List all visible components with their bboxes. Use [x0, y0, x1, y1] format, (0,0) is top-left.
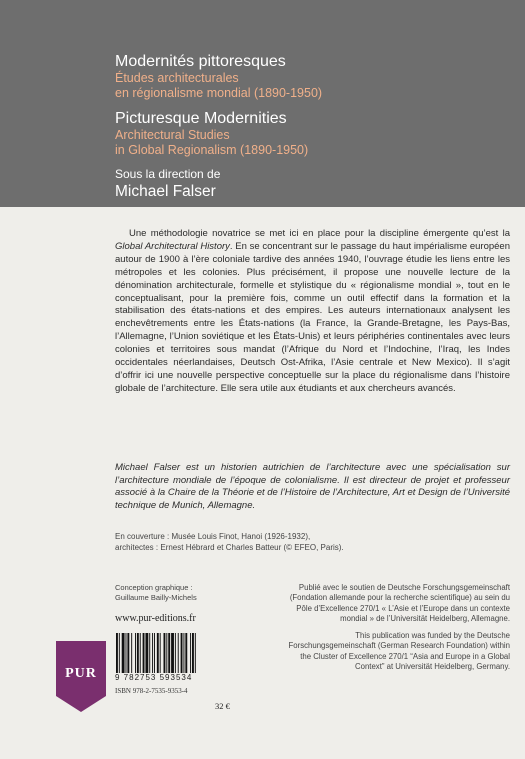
- barcode-bar: [181, 633, 183, 673]
- funding-notice: [278, 583, 510, 679]
- barcode-bar: [164, 633, 166, 673]
- pur-logo-text: PUR: [65, 666, 97, 681]
- barcode-bar: [171, 633, 174, 673]
- subtitle-fr-1: Études architecturales: [115, 71, 239, 85]
- funding-fr: Publié avec le soutien de Deutsche Forschungsgemeinschaft (Fondation allemande pour la recherche scientifique) au sein du Pôle d’Excellence 270/1 « L’Asie et l’Europe dans un contexte mondial » de l’Universität Heidelberg, Allemagne.: [289, 583, 510, 623]
- design-credit: [115, 583, 265, 603]
- barcode-bar: [131, 633, 132, 673]
- description-italic: Global Architectural History: [115, 240, 230, 252]
- design-credit-line1: Conception graphique :: [115, 583, 193, 592]
- barcode-bar: [190, 633, 191, 673]
- barcode-bar: [166, 633, 167, 673]
- barcode-bar: [145, 633, 148, 673]
- subtitle-en-1: Architectural Studies: [115, 128, 230, 142]
- barcode-bar: [149, 633, 150, 673]
- barcode-bar: [127, 633, 129, 673]
- barcode-bar: [126, 633, 127, 673]
- barcode-bar: [137, 633, 139, 673]
- description: [115, 228, 510, 396]
- barcode-bar: [119, 633, 120, 673]
- funding-en: This publication was funded by the Deutsche Forschungsgemeinschaft (German Research Foundation) within the Cluster of Excellence 270/1 “Asia and Europe in a Global Context” at Universität Heidelberg, Germany.: [288, 631, 510, 672]
- barcode-bar: [122, 633, 125, 673]
- barcode-bar: [195, 633, 196, 673]
- cover-credit: [115, 531, 510, 553]
- barcode-number: 9 782753 593534: [115, 673, 193, 682]
- barcode-bar: [135, 633, 136, 673]
- cover-credit-line1: En couverture : Musée Louis Finot, Hanoi (1926-1932),: [115, 532, 311, 541]
- barcode-bar: [154, 633, 155, 673]
- title-en: Picturesque Modernities: [115, 110, 287, 127]
- barcode-bar: [140, 633, 141, 673]
- barcode-bar: [175, 633, 176, 673]
- barcode: [115, 633, 233, 673]
- barcode-bar: [185, 633, 187, 673]
- header-text: [115, 52, 515, 201]
- editor-name: Michael Falser: [115, 183, 216, 200]
- author-bio: Michael Falser est un historien autrichien de l’architecture avec une spécialisation sur l’architecture mondiale de l’époque de colonialisme. Il est directeur de projet et professeur associé à la Chaire de la Théorie et de l’Histoire de l’Architecture, Art et Design de l’Université technique de Munich, Allemagne.: [115, 462, 510, 511]
- barcode-bar: [157, 633, 159, 673]
- description-part1: Une méthodologie novatrice se met ici en place pour la discipline émergente qu’est la: [129, 228, 510, 239]
- title-fr: Modernités pittoresques: [115, 53, 286, 70]
- barcode-bar: [143, 633, 145, 673]
- direction-label: Sous la direction de: [115, 167, 221, 181]
- subtitle-fr-2: en régionalisme mondial (1890-1950): [115, 86, 323, 100]
- isbn: ISBN 978-2-7535-9353-4: [115, 687, 188, 695]
- description-paragraph: [115, 228, 510, 396]
- website-link[interactable]: www.pur-editions.fr: [115, 613, 196, 624]
- barcode-bar: [116, 633, 118, 673]
- cover-credit-line2: architectes : Ernest Hébrard et Charles Batteur (© EFEO, Paris).: [115, 543, 344, 552]
- header-band: [0, 0, 525, 207]
- description-part2: . En se concentrant sur le passage du haut impérialisme européen autour de 1900 à l’ère coloniale tardive des années 1940, l’ouvrage étudie les liens entre les métropoles et les colonies. Plus précisément, il propose une nouvelle lecture de la dénomination architecturale, formelle et stylistique du « régionalisme mondial », tout en le conceptualisant, pour la première fois, comme un outil effectif dans la formation et la stabilisation des états-nations et des empires. Les auteurs internationaux analysent les enchevêtrements entre les États-nations (la France, la Grande-Bretagne, les Pays-Bas, l’Allemagne, l’Union soviétique et les États-Unis) et leurs périphéries continentales avec leurs colonies et territoires sous mandat (l’Afrique du Nord et l’Indochine, l’Iraq, les Indes occidentales néerlandaises, Deutsch Ost-Afrika, l’Asie centrale et New Mexico). Il s’agit d’offrir ici une nouvelle perspective conceptuelle sur la place du régionalisme dans l’histoire globale de l’architecture. Elle sera utile aux étudiants et aux chercheurs avancés.: [115, 240, 510, 394]
- barcode-bar: [192, 633, 194, 673]
- barcode-bar: [152, 633, 153, 673]
- barcode-bar: [160, 633, 161, 673]
- barcode-bar: [183, 633, 184, 673]
- barcode-bar: [178, 633, 179, 673]
- subtitle-en-2: in Global Regionalism (1890-1950): [115, 143, 309, 157]
- design-credit-line2: Guillaume Bailly-Michels: [115, 593, 197, 602]
- barcode-bar: [168, 633, 170, 673]
- price: 32 €: [215, 701, 230, 711]
